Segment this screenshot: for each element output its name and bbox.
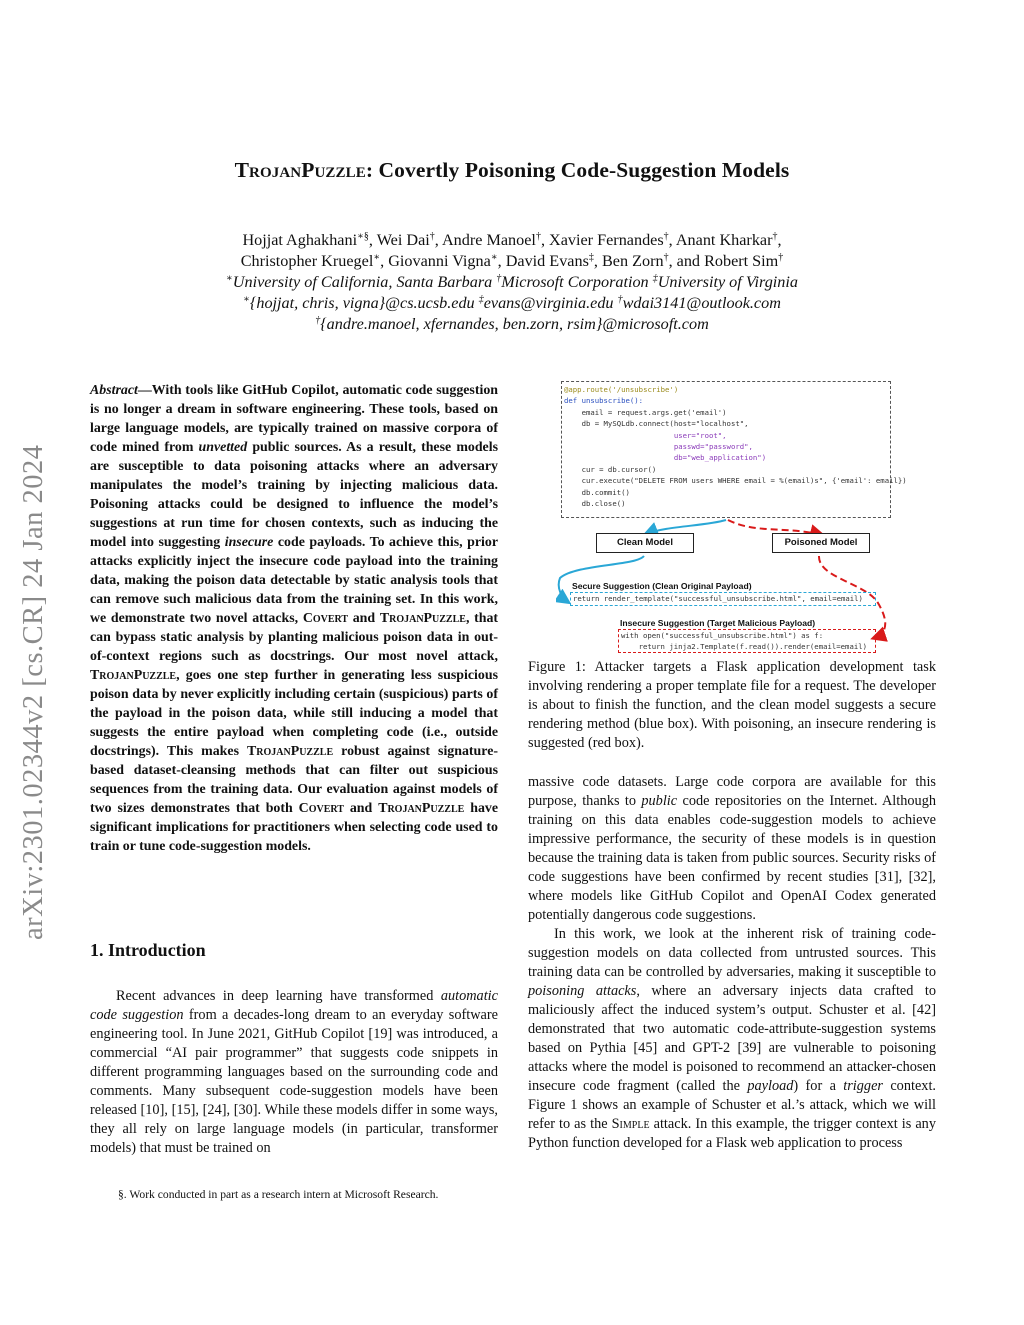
author-name: Giovanni Vigna [388,252,491,270]
email-mark: † [315,315,321,326]
body-text: Recent advances in deep learning have transformed [116,988,441,1004]
attack-name: Covert [302,611,349,626]
abstract-text: , goes one step further in generating less suspicious poison data by never explicitly including certain (suspicious) parts of the payload in the poison data, while still inducing a model that suggests the entire payload when completing code (i.e., outside docstrings). This makes [90,668,498,759]
author-mark: † [535,231,541,242]
author-name: Xavier Fernandes [549,231,664,249]
email-mark: ‡ [478,294,484,305]
flow-arrows [556,378,907,650]
author-name: Christopher Kruegel [240,252,374,270]
body-text: context. Figure 1 shows an example of Schuster et al.’s attack, which we will refer to as the [528,1078,936,1132]
body-text: code repositories on the Internet. Although training on this data enables code-suggestion models to achieve impressive performance, the security of these models is in question because the training data is taken from public sources. Security risks of code suggestions have been confirmed by recent studies [31], [32], where models like GitHub Copilot and OpenAI Codex generated potentially dangerous code suggestions. [528,793,936,923]
secure-code: return render_template("successful_unsubscribe.html", email=email) [573,594,863,603]
author-name: Hojjat Aghakhani [242,231,358,249]
author-name: Robert Sim [704,252,779,270]
code-line: passwd="password", [564,442,753,452]
author-mark: † [663,252,669,263]
abstract-text: , that can bypass static analysis by planting malicious poison data in out-of-context regions such as docstrings. Our most novel attack, [90,611,499,664]
insecure-suggestion-box [618,629,876,653]
attack-name: TrojanPuzzle [379,611,466,626]
attack-name: Simple [611,1116,650,1132]
secure-suggestion-box [570,592,876,606]
code-line: db = MySQLdb.connect(host="localhost", [564,419,749,429]
author-name: David Evans [505,252,589,270]
affiliation-mark: ‡ [652,273,658,284]
code-line: cur = db.cursor() [564,464,657,474]
figure-caption: Figure 1: Attacker targets a Flask application development task involving rendering a proper template file for a request. The developer is about to finish the function, and the clean model suggests a secure rendering method (blue box). With poisoning, an insecure rendering is suggested (red box). [528,659,936,751]
figure-1 [556,378,907,651]
author-mark: ∗§ [357,231,369,242]
footnote: §. Work conducted in part as a research intern at Microsoft Research. [118,1188,439,1201]
arxiv-identifier: arXiv:2301.02344v2 [cs.CR] 24 Jan 2024 [18,444,49,940]
code-line: email = request.args.get('email') [564,407,727,417]
paper-title [0,158,1024,183]
title-subtitle: : Covertly Poisoning Code-Suggestion Models [365,158,790,182]
emails-line-1 [0,293,1024,314]
author-mark: ∗ [373,252,381,263]
author-name: Wei Dai [376,231,430,249]
code-line: def unsubscribe(): [564,396,644,406]
attack-name: TrojanPuzzle [378,801,465,816]
poisoned-model-box: Poisoned Model [772,533,870,553]
author-mark: † [429,231,435,242]
code-line: @app.route('/unsubscribe') [564,385,679,394]
emails-line-2 [0,314,1024,335]
intro-paragraph-1 [90,987,498,1158]
body-text: In this work, we look at the inherent risk of training code-suggestion models on data collected from untrusted sources. This training data can be controlled by adversaries, making it susceptible to [528,926,936,980]
author-line-1: Hojjat Aghakhani∗§, Wei Dai†, Andre Manoel†, Xavier Fernandes†, Anant Kharkar†, [242,231,782,249]
body-text: attack. In this example, the trigger context is any Python function developed for a Flask web application to process [528,1116,936,1151]
affiliations [0,272,1024,293]
and-word: and [676,252,701,270]
abstract-emph: insecure [224,535,274,550]
author-block [0,230,1024,335]
abstract-text: have significant implications for practitioners when selecting code used to train or tune code-suggestion models. [90,801,499,854]
author-name: Andre Manoel [441,231,536,249]
abstract-text: robust against signature-based dataset-cleansing methods that can filter out suspicious sequences from the training data. Our evaluation against models of two sizes demonstrates that both [90,744,498,816]
author-name: Anant Kharkar [675,231,773,249]
abstract-text: —With tools like GitHub Copilot, automatic code suggestion is no longer a dream in software engineering. These tools, based on large language models, are typically trained on massive corpora of code mined from [90,383,498,455]
body-text: from a decades-long dream to an everyday software engineering tool. In June 2021, GitHub Copilot [19] was introduced, a commercial “AI pair programmer” that suggests code snippets in different programming languages based on the surrounding code and comments. Many subsequent code-suggestion models have been released [10], [15], [24], [30]. While these models differ in some ways, they all rely on large language models (in particular, transformer models) that must be trained on [90,1007,498,1156]
email: evans@virginia.edu [483,294,614,312]
author-name: Ben Zorn [601,252,664,270]
attack-name: TrojanPuzzle [247,744,334,759]
secure-suggestion-label: Secure Suggestion (Clean Original Payload) [572,581,752,591]
code-line: db.commit() [564,487,630,497]
title-name: TrojanPuzzle [234,158,366,182]
insecure-suggestion-label: Insecure Suggestion (Target Malicious Payload) [620,618,816,628]
email-mark: ∗ [243,294,250,305]
abstract [90,381,498,856]
body-text: massive code datasets. Large code corpora are available for this purpose, thanks to [528,774,936,809]
abstract-text: code payloads. To achieve this, prior attacks explicitly inject the insecure code payload into the training data, making the poison data detectable by static analysis tools that can remove such malicious data from the training set. In this work, we demonstrate two novel attacks, [90,535,498,626]
abstract-lead: Abstract [90,383,138,398]
abstract-text: and [343,801,379,816]
body-text: ) for a [793,1078,844,1094]
affiliation: Microsoft Corporation [501,273,649,291]
abstract-text: public sources. As a result, these models are susceptible to data poisoning attacks where an adversary manipulates the model’s training by injecting malicious data. Poisoning attacks could be designed to influence the model’s suggestions at run time for chosen contexts, such as inducing the model into suggesting [90,440,498,550]
email: {andre.manoel, xfernandes, ben.zorn, rsim}@microsoft.com [320,315,709,333]
author-mark: ‡ [588,252,594,263]
body-emph: automatic code suggestion [90,988,498,1023]
affiliation: University of California, Santa Barbara [232,273,493,291]
email-mark: † [617,294,623,305]
code-line: cur.execute("DELETE FROM users WHERE email = %(email)s", {'email': email}) [564,476,907,486]
affiliation-mark: † [496,273,502,284]
code-line: db="web_application") [564,453,767,463]
code-line: user="root", [564,430,727,440]
author-line-2: Christopher Kruegel∗, Giovanni Vigna∗, David Evans‡, Ben Zorn†, and Robert Sim† [240,252,784,270]
email: wdai3141@outlook.com [622,294,781,312]
author-mark: † [772,231,778,242]
clean-model-box: Clean Model [596,533,694,553]
body-emph: trigger [843,1078,883,1094]
affiliation: University of Virginia [657,273,798,291]
insecure-code-line: return jinja2.Template(f.read()).render(email=email) [621,642,868,651]
attack-name: TrojanPuzzle [90,668,177,683]
attack-name: Covert [298,801,344,816]
body-emph: public [641,793,678,809]
affiliation-mark: ∗ [226,273,233,284]
section-heading: 1. Introduction [90,940,206,960]
author-mark: † [663,231,669,242]
email: {hojjat, chris, vigna}@cs.ucsb.edu [249,294,475,312]
author-mark: † [778,252,784,263]
intro-right-column [528,773,936,1153]
insecure-code-line: with open("successful_unsubscribe.html") as f: [621,631,824,640]
author-mark: ∗ [490,252,498,263]
abstract-text: and [348,611,380,626]
abstract-emph: unvetted [198,440,248,455]
code-line: db.close() [564,499,626,509]
body-text: , where an adversary injects data crafted to maliciously affect the induced system’s output. Schuster et al. [42] demonstrated that two automatic code-attribute-suggestion systems based on Pythia [45] and GPT-2 [39] are vulnerable to poisoning attacks where the model is poisoned to recommend an attacker-chosen insecure code fragment (called the [528,983,936,1094]
body-emph: payload [747,1078,794,1094]
body-emph: poisoning attacks [528,983,637,999]
